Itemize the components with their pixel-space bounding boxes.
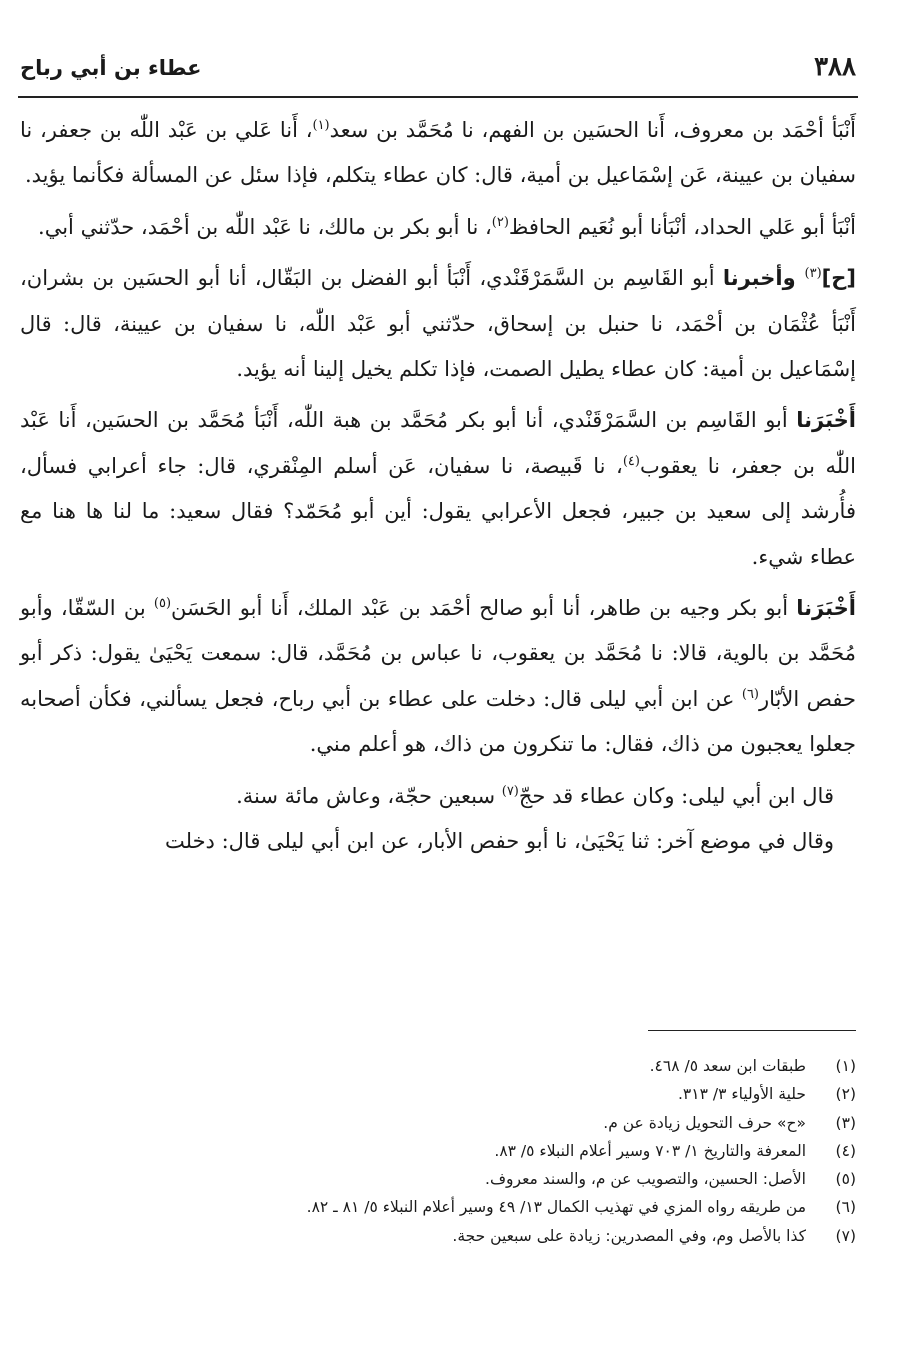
paragraph-7 xyxy=(20,819,856,864)
footnote-number: (٦) xyxy=(835,1198,856,1217)
paragraph-7-text: وقال في موضع آخر: ثنا يَحْيَىٰ، نا أبو حفص الأبار، عن ابن أبي ليلى قال: دخلت xyxy=(165,829,834,854)
footnote-item xyxy=(20,1222,856,1250)
paragraph-5 xyxy=(20,586,856,768)
footnote-ref-5: (٥) xyxy=(153,596,172,612)
footnote-text: الأصل: الحسين، والتصويب عن م، والسند معروف. xyxy=(485,1170,806,1189)
paragraph-5-rest: عن ابن أبي ليلى قال: دخلت على عطاء بن أبي رباح، فجعل يسألني، فكأن أصحابه جعلوا يعجبون من ذاك، فقال: ما تنكرون من ذاك، هو أعلم مني. xyxy=(20,686,856,757)
paragraph-3-lead: وأخبرنا xyxy=(722,266,805,291)
tahwil-marker: [ح] xyxy=(821,266,856,291)
footnote-item xyxy=(20,1165,856,1193)
footnote-ref-2: (٢) xyxy=(491,214,509,230)
footnote-item xyxy=(20,1080,856,1108)
footnote-item xyxy=(20,1109,856,1137)
paragraph-3-rest: أبو القَاسِم بن السَّمَرْقَنْدي، أَنْبَأ أبو الفضل بن البَقّال، أنا أبو الحسَين بن بشران، أَنْبَأ عُثْمَان بن أحْمَد، نا حنبل بن إسحاق، حدّثني أبو عَبْد اللّٰه، نا سفيان بن عيينة، قال: قال إسْمَاعيل بن أمية: كان عطاء يطيل الصمت، فإذا تكلم يخيل إلينا أنه يؤيد. xyxy=(20,266,856,382)
paragraph-2-text: أنْبَأ أبو عَلي الحداد، أنْبَأنا أبو نُعَيم الحافظ xyxy=(508,214,856,239)
footnote-item xyxy=(20,1193,856,1221)
footnote-ref-4: (٤) xyxy=(622,453,640,469)
paragraph-1-rest: ، أَنا عَلي بن عَبْد اللّٰه بن جعفر، نا سفيان بن عيينة، عَن إسْمَاعيل بن أمية، قال: كان عطاء يتكلم، فإذا سئل عن المسألة فكأنما يؤيد. xyxy=(20,118,856,188)
page-header xyxy=(20,52,856,92)
footnote-number: (٧) xyxy=(835,1226,856,1245)
paragraph-6-text: قال ابن أبي ليلى: وكان عطاء قد حجّ xyxy=(518,783,834,808)
page-number: ٣٨٨ xyxy=(814,52,856,82)
paragraph-2 xyxy=(20,205,856,250)
footnote-text: طبقات ابن سعد ٥/ ٤٦٨. xyxy=(649,1057,806,1075)
footnote-text: المعرفة والتاريخ ١/ ٧٠٣ وسير أعلام النبلاء ٥/ ٨٣. xyxy=(494,1141,806,1160)
footnote-text: حلية الأولياء ٣/ ٣١٣. xyxy=(677,1085,806,1104)
footnote-item xyxy=(20,1052,856,1080)
footnote-ref-3: (٣) xyxy=(804,266,822,282)
footnote-text: كذا بالأصل وم، وفي المصدرين: زيادة على سبعين حجة. xyxy=(452,1226,806,1245)
paragraph-4 xyxy=(20,398,856,580)
paragraph-3 xyxy=(20,256,856,392)
footnote-ref-1: (١) xyxy=(312,118,330,133)
footnote-item xyxy=(20,1137,856,1165)
paragraph-4-lead: أَخْبَرَنا xyxy=(796,408,856,433)
paragraph-5-text: أبو بكر وجيه بن طاهر، أنا أبو صالح أحْمَد بن عَبْد الملك، أَنا أبو الحَسَن xyxy=(171,596,797,621)
paragraph-2-rest: ، نا أبو بكر بن مالك، نا عَبْد اللّٰه بن أحْمَد، حدّثني أبي. xyxy=(38,214,492,239)
footnote-text: من طريقه رواه المزي في تهذيب الكمال ١٣/ ٤٩ وسير أعلام النبلاء ٥/ ٨١ ـ ٨٢. xyxy=(306,1198,806,1217)
footnote-ref-6: (٦) xyxy=(741,686,759,702)
footnote-number: (١) xyxy=(835,1057,856,1075)
footnote-ref-7: (٧) xyxy=(501,783,519,799)
paragraph-4-rest: ، نا قَبيصة، نا سفيان، عَن أسلم المِنْقري، قال: جاء أعرابي فسأل، فأُرشد إلى سعيد بن جبير، فجعل الأعرابي يقول: أين أبو مُحَمّد؟ فقال سعيد: ما لنا ها هنا مع عطاء شيء. xyxy=(20,453,856,569)
main-text xyxy=(20,108,856,865)
paragraph-6 xyxy=(20,774,856,819)
header-rule xyxy=(18,96,858,98)
footnote-number: (٥) xyxy=(835,1170,856,1189)
paragraph-4-text: أبو القَاسِم بن السَّمَرْقَنْدي، أنا أبو بكر مُحَمَّد بن هبة اللّٰه، أَنْبَأ مُحَمَّد بن الحسَين، أَنا عَبْد اللّٰه بن جعفر، نا يعقوب xyxy=(20,408,856,478)
footnote-number: (٣) xyxy=(835,1113,856,1132)
footnote-text: «ح» حرف التحويل زيادة عن م. xyxy=(603,1113,806,1132)
running-title: عطاء بن أبي رباح xyxy=(20,56,202,80)
paragraph-6-rest: سبعين حجّة، وعاش مائة سنة. xyxy=(236,783,502,808)
paragraph-1 xyxy=(20,108,856,199)
footnote-number: (٤) xyxy=(835,1141,856,1160)
footnote-separator xyxy=(648,1030,856,1031)
footnote-number: (٢) xyxy=(835,1085,856,1104)
paragraph-5-lead: أَخْبَرَنا xyxy=(796,596,856,621)
footnotes xyxy=(20,1052,856,1250)
paragraph-1-text: أَنْبَأ أحْمَد بن معروف، أَنا الحسَين بن الفهم، نا مُحَمَّد بن سعد xyxy=(329,118,856,142)
paragraph-5-mid: بن السّقّا، وأبو مُحَمَّد بن بالوية، قالا: نا مُحَمَّد بن يعقوب، نا عباس بن مُحَمَّد، قال: سمعت يَحْيَىٰ يقول: ذكر أبو حفص الأبّار xyxy=(20,596,856,711)
